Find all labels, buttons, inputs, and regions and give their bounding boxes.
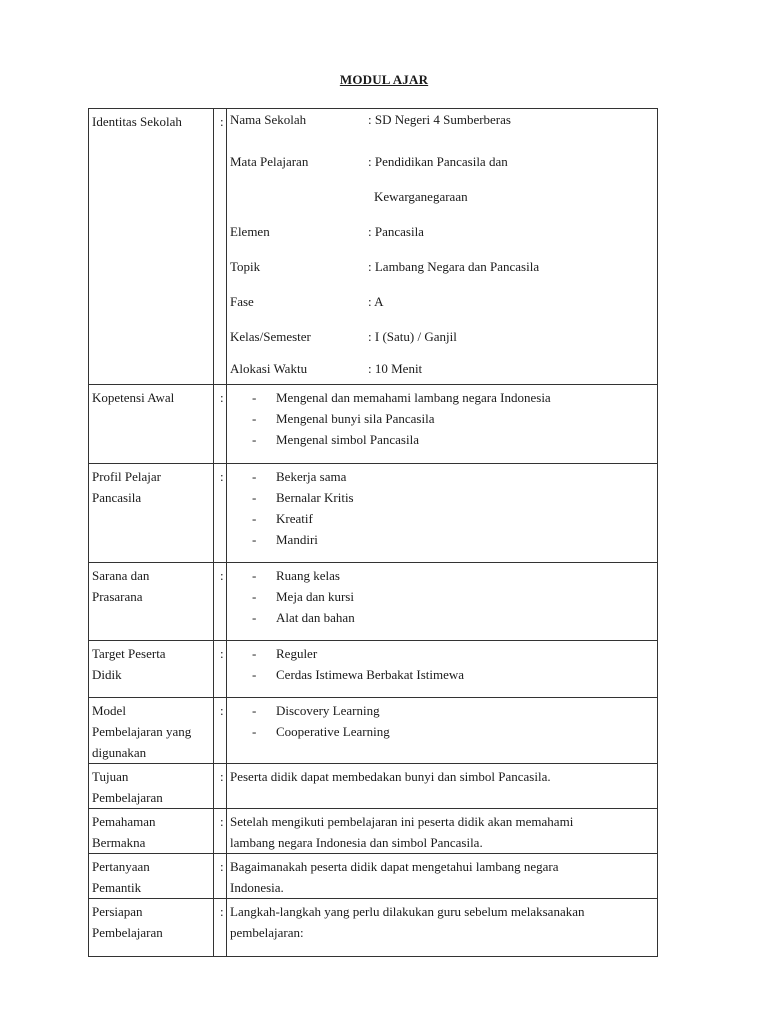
model-list-cell bbox=[227, 698, 658, 764]
kompetensi-label: Kopetensi Awal bbox=[89, 385, 214, 464]
separator: : bbox=[214, 563, 227, 641]
field-value: : Pancasila bbox=[368, 224, 424, 239]
field-value: : Pendidikan Pancasila dan bbox=[368, 154, 508, 169]
field-label bbox=[230, 179, 368, 214]
field-label: Fase bbox=[230, 294, 254, 309]
list-item-text: Cerdas Istimewa Berbakat Istimewa bbox=[276, 667, 465, 682]
target-list bbox=[230, 643, 654, 685]
persiapan-text bbox=[227, 899, 658, 957]
list-item bbox=[230, 607, 654, 628]
field-elemen bbox=[230, 214, 654, 249]
list-item bbox=[230, 700, 654, 721]
row-target bbox=[89, 641, 658, 698]
field-label: Kelas/Semester bbox=[230, 329, 311, 344]
pemahaman-text bbox=[227, 809, 658, 854]
list-item bbox=[230, 408, 654, 429]
dash-mark: - bbox=[252, 610, 257, 625]
dash-mark: - bbox=[252, 432, 257, 447]
field-label: Nama Sekolah bbox=[230, 112, 307, 127]
list-item-text: Mengenal bunyi sila Pancasila bbox=[276, 411, 435, 426]
profil-label bbox=[89, 464, 214, 563]
profil-list-cell bbox=[227, 464, 658, 563]
dash-mark: - bbox=[252, 589, 257, 604]
separator: : bbox=[214, 764, 227, 809]
field-topik bbox=[230, 249, 654, 284]
dash-mark: - bbox=[252, 411, 257, 426]
field-value: : SD Negeri 4 Sumberberas bbox=[368, 112, 511, 127]
field-value: Kewarganegaraan bbox=[374, 189, 468, 204]
sarana-label-line: Prasarana bbox=[92, 589, 143, 604]
module-table bbox=[88, 108, 658, 957]
separator: : bbox=[214, 464, 227, 563]
model-label-line: Pembelajaran yang bbox=[92, 724, 192, 739]
row-persiapan bbox=[89, 899, 658, 957]
list-item-text: Mengenal simbol Pancasila bbox=[276, 432, 419, 447]
field-mata-pelajaran-cont bbox=[230, 179, 654, 214]
list-item bbox=[230, 643, 654, 664]
persiapan-label bbox=[89, 899, 214, 957]
tujuan-text: Peserta didik dapat membedakan bunyi dan simbol Pancasila. bbox=[227, 764, 658, 809]
sarana-label bbox=[89, 563, 214, 641]
field-alokasi-waktu bbox=[230, 354, 654, 384]
dash-mark: - bbox=[252, 724, 257, 739]
dash-mark: - bbox=[252, 469, 257, 484]
field-value: : I (Satu) / Ganjil bbox=[368, 329, 457, 344]
pemahaman-text-line: Setelah mengikuti pembelajaran ini peserta didik akan memahami bbox=[230, 814, 574, 829]
field-label: Mata Pelajaran bbox=[230, 154, 309, 169]
list-item-text: Kreatif bbox=[276, 511, 313, 526]
row-identitas bbox=[89, 109, 658, 385]
sarana-label-line: Sarana dan bbox=[92, 568, 150, 583]
separator: : bbox=[214, 698, 227, 764]
row-model bbox=[89, 698, 658, 764]
row-profil bbox=[89, 464, 658, 563]
kompetensi-list-cell bbox=[227, 385, 658, 464]
list-item bbox=[230, 508, 654, 529]
pemahaman-label-line: Pemahaman bbox=[92, 814, 156, 829]
list-item bbox=[230, 565, 654, 586]
persiapan-text-line: pembelajaran: bbox=[230, 925, 304, 940]
list-item-text: Ruang kelas bbox=[276, 568, 340, 583]
row-kompetensi bbox=[89, 385, 658, 464]
pertanyaan-label bbox=[89, 854, 214, 899]
list-item-text: Alat dan bahan bbox=[276, 610, 355, 625]
target-label-line: Target Peserta bbox=[92, 646, 166, 661]
list-item-text: Mandiri bbox=[276, 532, 318, 547]
list-item bbox=[230, 721, 654, 742]
field-mata-pelajaran bbox=[230, 144, 654, 179]
field-label: Elemen bbox=[230, 224, 270, 239]
field-value: : Lambang Negara dan Pancasila bbox=[368, 259, 540, 274]
list-item bbox=[230, 586, 654, 607]
pertanyaan-text-line: Indonesia. bbox=[230, 880, 284, 895]
separator: : bbox=[214, 385, 227, 464]
tujuan-label-line: Pembelajaran bbox=[92, 790, 163, 805]
list-item-text: Bernalar Kritis bbox=[276, 490, 354, 505]
dash-mark: - bbox=[252, 568, 257, 583]
pemahaman-label-line: Bermakna bbox=[92, 835, 146, 850]
model-list bbox=[230, 700, 654, 742]
persiapan-text-line: Langkah-langkah yang perlu dilakukan guru sebelum melaksanakan bbox=[230, 904, 585, 919]
target-list-cell bbox=[227, 641, 658, 698]
row-tujuan bbox=[89, 764, 658, 809]
sarana-list-cell bbox=[227, 563, 658, 641]
profil-list bbox=[230, 466, 654, 550]
list-item bbox=[230, 429, 654, 450]
target-label bbox=[89, 641, 214, 698]
dash-mark: - bbox=[252, 532, 257, 547]
pertanyaan-text-line: Bagaimanakah peserta didik dapat mengetahui lambang negara bbox=[230, 859, 559, 874]
dash-mark: - bbox=[252, 646, 257, 661]
list-item bbox=[230, 529, 654, 550]
identitas-label: Identitas Sekolah bbox=[89, 109, 214, 385]
separator: : bbox=[214, 641, 227, 698]
dash-mark: - bbox=[252, 703, 257, 718]
separator: : bbox=[214, 854, 227, 899]
dash-mark: - bbox=[252, 511, 257, 526]
list-item-text: Meja dan kursi bbox=[276, 589, 354, 604]
page-title: MODUL AJAR bbox=[339, 72, 429, 87]
field-nama-sekolah bbox=[230, 109, 654, 130]
kompetensi-list bbox=[230, 387, 654, 450]
row-pertanyaan bbox=[89, 854, 658, 899]
field-label: Topik bbox=[230, 259, 261, 274]
profil-label-line: Pancasila bbox=[92, 490, 142, 505]
list-item bbox=[230, 466, 654, 487]
list-item bbox=[230, 487, 654, 508]
model-label-line: Model bbox=[92, 703, 126, 718]
tujuan-label-line: Tujuan bbox=[92, 769, 129, 784]
row-sarana bbox=[89, 563, 658, 641]
separator: : bbox=[214, 109, 227, 385]
dash-mark: - bbox=[252, 390, 257, 405]
list-item-text: Reguler bbox=[276, 646, 318, 661]
field-kelas-semester bbox=[230, 319, 654, 354]
pertanyaan-label-line: Pemantik bbox=[92, 880, 142, 895]
pertanyaan-label-line: Pertanyaan bbox=[92, 859, 150, 874]
pemahaman-label bbox=[89, 809, 214, 854]
identitas-fields bbox=[227, 109, 658, 385]
field-value: : A bbox=[368, 294, 384, 309]
row-pemahaman bbox=[89, 809, 658, 854]
sarana-list bbox=[230, 565, 654, 628]
persiapan-label-line: Pembelajaran bbox=[92, 925, 163, 940]
dash-mark: - bbox=[252, 667, 257, 682]
pertanyaan-text bbox=[227, 854, 658, 899]
persiapan-label-line: Persiapan bbox=[92, 904, 143, 919]
list-item bbox=[230, 387, 654, 408]
dash-mark: - bbox=[252, 490, 257, 505]
list-item-text: Discovery Learning bbox=[276, 703, 380, 718]
field-fase bbox=[230, 284, 654, 319]
model-label-line: digunakan bbox=[92, 745, 147, 760]
field-label: Alokasi Waktu bbox=[230, 361, 308, 376]
separator: : bbox=[214, 899, 227, 957]
list-item-text: Bekerja sama bbox=[276, 469, 347, 484]
model-label bbox=[89, 698, 214, 764]
profil-label-line: Profil Pelajar bbox=[92, 469, 161, 484]
tujuan-label bbox=[89, 764, 214, 809]
pemahaman-text-line: lambang negara Indonesia dan simbol Pancasila. bbox=[230, 835, 483, 850]
list-item-text: Mengenal dan memahami lambang negara Indonesia bbox=[276, 390, 551, 405]
list-item-text: Cooperative Learning bbox=[276, 724, 390, 739]
target-label-line: Didik bbox=[92, 667, 122, 682]
field-value: : 10 Menit bbox=[368, 361, 423, 376]
list-item bbox=[230, 664, 654, 685]
separator: : bbox=[214, 809, 227, 854]
